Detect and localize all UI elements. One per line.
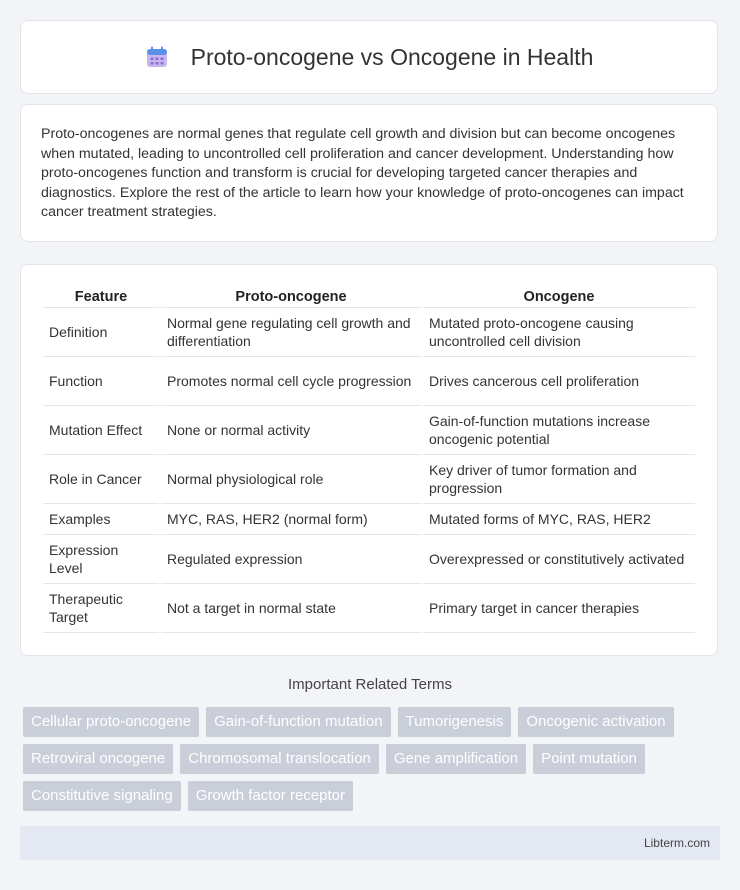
row-proto-oncogene: Promotes normal cell cycle progression (161, 357, 421, 406)
row-proto-oncogene: None or normal activity (161, 406, 421, 455)
related-term-tag[interactable]: Growth factor receptor (188, 781, 353, 811)
column-header-feature: Feature (43, 285, 159, 308)
related-term-tag[interactable]: Chromosomal translocation (180, 744, 379, 774)
row-oncogene: Mutated forms of MYC, RAS, HER2 (423, 504, 695, 535)
related-term-tag[interactable]: Oncogenic activation (518, 707, 673, 737)
related-term-tag[interactable]: Retroviral oncogene (23, 744, 173, 774)
related-term-tag[interactable]: Tumorigenesis (398, 707, 512, 737)
row-feature: Examples (43, 504, 159, 535)
row-proto-oncogene: Regulated expression (161, 535, 421, 584)
related-terms-title: Important Related Terms (288, 676, 452, 693)
related-term-tag[interactable]: Cellular proto-oncogene (23, 707, 199, 737)
footer (20, 826, 720, 860)
row-proto-oncogene: MYC, RAS, HER2 (normal form) (161, 504, 421, 535)
row-oncogene: Overexpressed or constitutively activated (423, 535, 695, 584)
related-term-tag[interactable]: Constitutive signaling (23, 781, 181, 811)
table-row (43, 308, 695, 357)
table-row (43, 535, 695, 584)
table-row (43, 455, 695, 504)
header-card (20, 20, 718, 94)
row-oncogene: Key driver of tumor formation and progression (423, 455, 695, 504)
intro-text: Proto-oncogenes are normal genes that regulate cell growth and division but can become oncogenes when mutated, leading to uncontrolled cell proliferation and cancer development. Understanding how proto-oncogenes function and transform is crucial for developing targeted cancer therapies and diagnostics. Explore the rest of the article to learn how your knowledge of proto-oncogenes can impact cancer treatment strategies. (41, 126, 684, 220)
related-term-tag[interactable]: Gain-of-function mutation (206, 707, 390, 737)
intro-card (20, 104, 718, 242)
table-row (43, 406, 695, 455)
table-row (43, 504, 695, 535)
row-feature: Expression Level (43, 535, 159, 584)
column-header-proto-oncogene: Proto-oncogene (161, 285, 421, 308)
row-feature: Role in Cancer (43, 455, 159, 504)
row-feature: Therapeutic Target (43, 584, 159, 633)
footer-site-link[interactable]: Libterm.com (643, 836, 710, 850)
row-oncogene: Gain-of-function mutations increase oncogenic potential (423, 406, 695, 455)
related-term-tag[interactable]: Gene amplification (386, 744, 526, 774)
table-header-row (43, 285, 695, 308)
table-row (43, 357, 695, 406)
related-term-tag[interactable]: Point mutation (533, 744, 645, 774)
comparison-table (41, 285, 697, 633)
calendar-icon (145, 45, 169, 69)
row-oncogene: Drives cancerous cell proliferation (423, 357, 695, 406)
related-terms-list (23, 707, 723, 811)
row-proto-oncogene: Normal physiological role (161, 455, 421, 504)
table-row (43, 584, 695, 633)
row-feature: Mutation Effect (43, 406, 159, 455)
row-feature: Function (43, 357, 159, 406)
row-oncogene: Primary target in cancer therapies (423, 584, 695, 633)
row-feature: Definition (43, 308, 159, 357)
page-title: Proto-oncogene vs Oncogene in Health (190, 43, 594, 70)
column-header-oncogene: Oncogene (423, 285, 695, 308)
row-proto-oncogene: Normal gene regulating cell growth and differentiation (161, 308, 421, 357)
row-proto-oncogene: Not a target in normal state (161, 584, 421, 633)
comparison-card (20, 264, 718, 656)
row-oncogene: Mutated proto-oncogene causing uncontrolled cell division (423, 308, 695, 357)
